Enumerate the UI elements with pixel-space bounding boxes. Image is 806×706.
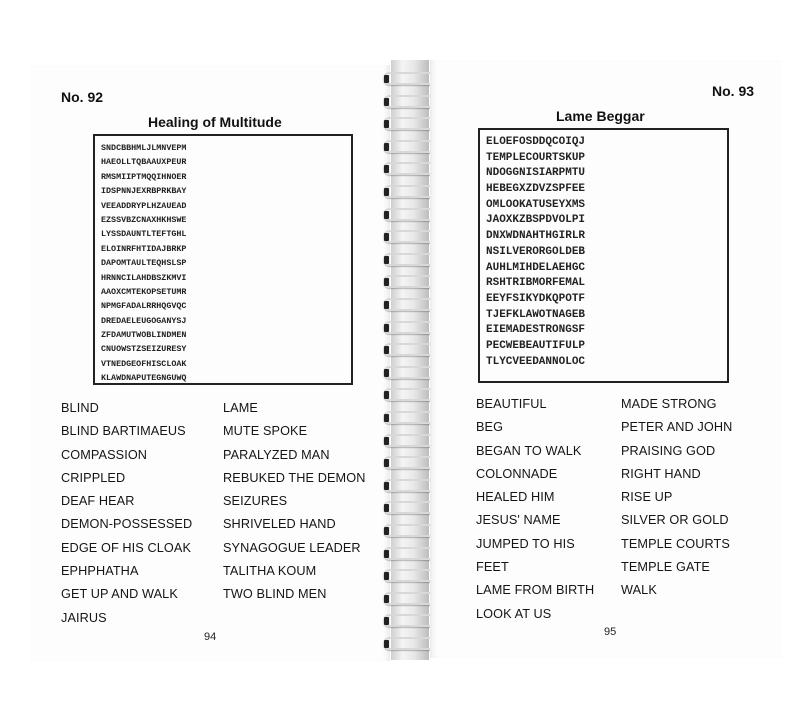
binding-coil bbox=[383, 72, 437, 85]
puzzle-title: Healing of Multitude bbox=[148, 114, 282, 130]
word-list-item: LAME bbox=[223, 401, 258, 415]
word-list-column-2 bbox=[621, 393, 732, 603]
word-list-item: REBUKED THE DEMON bbox=[223, 470, 366, 485]
grid-row: HRNNCILAHDBSZKMVI bbox=[101, 272, 187, 283]
word-list-item: HEALED HIM bbox=[476, 490, 555, 505]
binding-coil bbox=[383, 479, 437, 492]
word-list-item: DEMON-POSSESSED bbox=[61, 517, 193, 532]
word-list-item: PARALYZED MAN bbox=[223, 447, 330, 462]
grid-row: OMLOOKATUSEYXMS bbox=[486, 198, 586, 211]
grid-row: EEYFSIKYDKQPOTF bbox=[486, 292, 586, 305]
grid-row: JAOXKZBSPDVOLPI bbox=[486, 214, 586, 227]
word-list-item: BLIND bbox=[61, 401, 99, 415]
word-list-column-2 bbox=[223, 397, 365, 607]
grid-row: SNDCBBHMLJLMNVEPM bbox=[101, 143, 187, 153]
binding-coil bbox=[383, 185, 437, 198]
grid-row: TEMPLECOURTSKUP bbox=[486, 151, 586, 164]
word-list-column-1 bbox=[476, 393, 594, 626]
binding-coil bbox=[383, 208, 437, 221]
puzzle-number: No. 93 bbox=[712, 83, 755, 99]
grid-row: DNXWDNAHTHGIRLR bbox=[486, 230, 586, 243]
punch-hole bbox=[384, 640, 389, 648]
punch-hole bbox=[384, 391, 389, 399]
punch-hole bbox=[384, 211, 389, 219]
word-list-item: FEET bbox=[476, 560, 509, 575]
word-list-item: LAME FROM BIRTH bbox=[476, 583, 595, 598]
binding-coil bbox=[383, 366, 437, 379]
binding-coil bbox=[383, 253, 437, 266]
word-list-item: BEG bbox=[476, 420, 504, 435]
right-page bbox=[430, 60, 782, 658]
word-list-item: TALITHA KOUM bbox=[223, 564, 317, 579]
word-list-item: WALK bbox=[621, 583, 657, 598]
grid-row: PECWEBEAUTIFULP bbox=[486, 339, 586, 352]
binding-coil bbox=[383, 388, 437, 401]
punch-hole bbox=[384, 617, 389, 625]
word-list-item: LOOK AT US bbox=[476, 606, 552, 621]
grid-row: VEEADDRYPLHZAUEAD bbox=[101, 200, 187, 211]
punch-hole bbox=[384, 165, 389, 173]
word-list-item: SEIZURES bbox=[223, 494, 288, 509]
grid-row: DREDAELEUGOGANYSJ bbox=[101, 315, 187, 326]
word-search-grid bbox=[478, 128, 729, 383]
grid-row: HAEOLLTQBAAUXPEUR bbox=[101, 157, 187, 168]
word-list-item: BEAUTIFUL bbox=[476, 397, 547, 411]
punch-hole bbox=[384, 414, 389, 422]
grid-row: ELOINRFHTIDAJBRKP bbox=[101, 243, 187, 254]
binding-coil bbox=[383, 230, 437, 243]
word-list-item: COMPASSION bbox=[61, 447, 148, 462]
grid-row: HEBEGXZDVZSPFEE bbox=[486, 183, 586, 196]
binding-coil bbox=[383, 117, 437, 130]
grid-row: EIEMADESTRONGSF bbox=[486, 324, 586, 337]
punch-hole bbox=[384, 120, 389, 128]
grid-row: EZSSVBZCNAXHKHSWE bbox=[101, 214, 187, 225]
word-list-item: MADE STRONG bbox=[621, 397, 717, 411]
punch-hole bbox=[384, 527, 389, 535]
word-list-item: RISE UP bbox=[621, 490, 673, 505]
punch-hole bbox=[384, 482, 389, 490]
grid-row: AAOXCMTEKOPSETUMR bbox=[101, 286, 187, 297]
binding-coil bbox=[383, 524, 437, 537]
word-list-item: PRAISING GOD bbox=[621, 443, 716, 458]
left-page bbox=[30, 65, 390, 661]
binding-coil bbox=[383, 298, 437, 311]
word-list-item: EDGE OF HIS CLOAK bbox=[61, 540, 192, 555]
punch-hole bbox=[384, 278, 389, 286]
punch-hole bbox=[384, 324, 389, 332]
word-list-item: SHRIVELED HAND bbox=[223, 517, 336, 532]
grid-row: RSHTRIBMORFEMAL bbox=[486, 277, 586, 290]
word-list-item: BLIND BARTIMAEUS bbox=[61, 424, 186, 439]
binding-coil bbox=[383, 501, 437, 514]
grid-row: DAPOMTAULTEQHSLSP bbox=[101, 258, 187, 269]
binding-coil bbox=[383, 162, 437, 175]
word-list-item: MUTE SPOKE bbox=[223, 424, 308, 439]
binding-coil bbox=[383, 95, 437, 108]
punch-hole bbox=[384, 437, 389, 445]
grid-row: IDSPNNJEXRBPRKBAY bbox=[101, 186, 187, 197]
word-list-item: SYNAGOGUE LEADER bbox=[223, 540, 361, 555]
binding-coil bbox=[383, 321, 437, 334]
grid-row: CNUOWSTZSEIZURESY bbox=[101, 344, 187, 355]
grid-row: ZFDAMUTWOBLINDMEN bbox=[101, 330, 187, 341]
page-number: 94 bbox=[204, 631, 217, 643]
word-list-item: COLONNADE bbox=[476, 466, 558, 481]
grid-row: ELOEFOSDDQCOIQJ bbox=[486, 136, 586, 148]
binding-coil bbox=[383, 411, 437, 424]
binding-coil bbox=[383, 140, 437, 153]
word-list-item: RIGHT HAND bbox=[621, 466, 701, 481]
punch-hole bbox=[384, 188, 389, 196]
word-list-item: DEAF HEAR bbox=[61, 494, 135, 509]
punch-hole bbox=[384, 572, 389, 580]
grid-row: KLAWDNAPUTEGNGUWQ bbox=[101, 373, 187, 384]
word-list-item: JESUS' NAME bbox=[476, 513, 561, 528]
punch-hole bbox=[384, 346, 389, 354]
punch-hole bbox=[384, 595, 389, 603]
word-list-item: TEMPLE COURTS bbox=[621, 536, 730, 551]
binding-coil bbox=[383, 569, 437, 582]
word-list-item: BEGAN TO WALK bbox=[476, 443, 582, 458]
puzzle-number: No. 92 bbox=[61, 89, 104, 105]
punch-hole bbox=[384, 233, 389, 241]
grid-row: RMSMIIPTMQQIHNOER bbox=[101, 171, 187, 182]
grid-row: VTNEDGEOFHISCLOAK bbox=[101, 358, 187, 369]
punch-hole bbox=[384, 75, 389, 83]
grid-row: TLYCVEEDANNOLOC bbox=[486, 355, 586, 368]
binding-coil bbox=[383, 275, 437, 288]
binding-coil bbox=[383, 637, 437, 650]
word-list-column-1 bbox=[61, 397, 192, 630]
punch-hole bbox=[384, 504, 389, 512]
word-list-item: JAIRUS bbox=[61, 610, 107, 625]
punch-hole bbox=[384, 459, 389, 467]
punch-hole bbox=[384, 369, 389, 377]
page-number: 95 bbox=[604, 626, 617, 638]
punch-hole bbox=[384, 143, 389, 151]
word-list-item: PETER AND JOHN bbox=[621, 420, 733, 435]
binding-coil bbox=[383, 614, 437, 627]
word-list-item: SILVER OR GOLD bbox=[621, 513, 729, 528]
grid-row: AUHLMIHDELAEHGC bbox=[486, 261, 586, 274]
word-list-item: JUMPED TO HIS bbox=[476, 536, 575, 551]
binding-coil bbox=[383, 547, 437, 560]
binding-coil bbox=[383, 343, 437, 356]
word-list-item: EPHPHATHA bbox=[61, 564, 139, 579]
grid-row: NPMGFADALRRHQGVQC bbox=[101, 301, 187, 312]
grid-row: NDOGGNISIARPMTU bbox=[486, 167, 586, 180]
punch-hole bbox=[384, 301, 389, 309]
binding-coil bbox=[383, 592, 437, 605]
punch-hole bbox=[384, 98, 389, 106]
word-list-item: CRIPPLED bbox=[61, 470, 126, 485]
word-search-grid bbox=[93, 134, 353, 385]
word-list-item: TWO BLIND MEN bbox=[223, 587, 327, 602]
punch-hole bbox=[384, 550, 389, 558]
puzzle-title: Lame Beggar bbox=[556, 108, 645, 124]
grid-row: NSILVERORGOLDEB bbox=[486, 245, 586, 258]
grid-row: LYSSDAUNTLTEFTGHL bbox=[101, 229, 187, 240]
grid-row: TJEFKLAWOTNAGEB bbox=[486, 308, 586, 321]
binding-coil bbox=[383, 456, 437, 469]
word-list-item: TEMPLE GATE bbox=[621, 560, 710, 575]
word-list-item: GET UP AND WALK bbox=[61, 587, 178, 602]
binding-coil bbox=[383, 434, 437, 447]
punch-hole bbox=[384, 256, 389, 264]
